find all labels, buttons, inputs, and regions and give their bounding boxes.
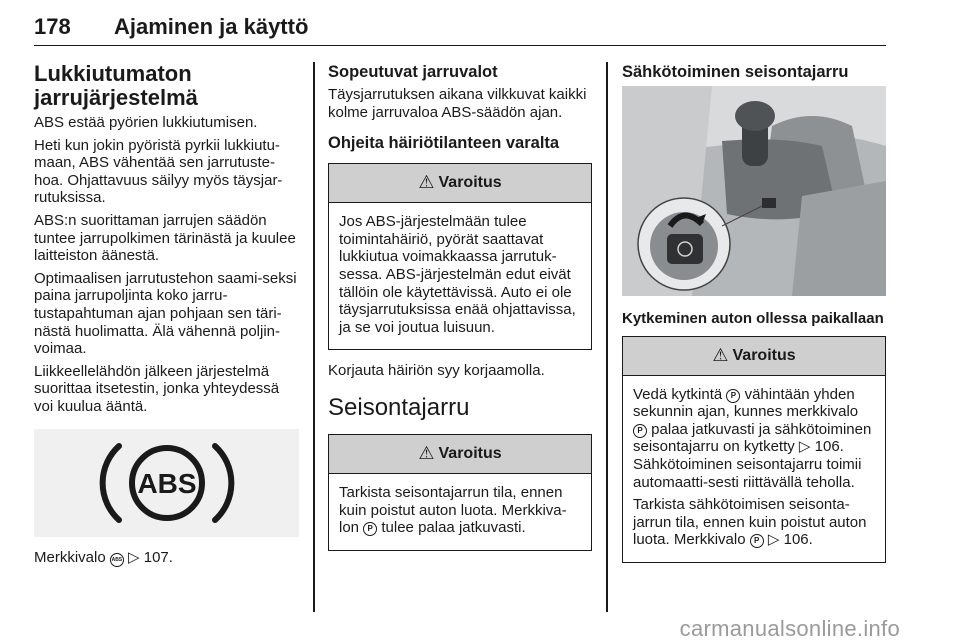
paragraph: Liikkeellelähdön jälkeen järjestelmä suorittaa itsetestin, jonka yhteydessä voi kuulua ääntä.	[34, 362, 280, 415]
paragraph: ABS estää pyörien lukkiutumisen.	[34, 114, 258, 131]
photo-caption: Kytkeminen auton ollessa paikallaan	[622, 310, 884, 327]
warning-box-electric-brake	[622, 336, 886, 563]
paragraph: Heti kun jokin pyöristä pyrkii lukkiutu-maan, ABS vähentää sen jarrutuste-hoa. Ohjattavuus säilyy myös täysjar-rutuksissa.	[34, 136, 283, 207]
warning-text-part: Tarkista sähkötoimisen seisonta-jarrun tila, ennen kuin poistut auton luota. Merkkivalo	[633, 496, 867, 549]
page-reference: 106.	[783, 531, 813, 549]
paragraph: ABS:n suorittaman jarrujen säädön tuntee jarrupolkimen tärinästä ja kuulee laitteiston äänestä.	[34, 211, 296, 265]
parking-brake-icon: P	[750, 534, 764, 548]
section-heading-abs: Lukkiutumaton jarrujärjestelmä	[34, 61, 198, 110]
warning-text-part: Sähkötoiminen seisontajarru toimii automaatti-sesti riittävällä teholla.	[633, 455, 862, 491]
warning-triangle-icon: ⚠	[418, 443, 435, 464]
page-header	[34, 6, 886, 46]
parking-brake-switch-photo	[622, 86, 886, 296]
parking-brake-icon: P	[633, 424, 647, 438]
warning-triangle-icon: ⚠	[418, 172, 435, 193]
warning-header	[329, 164, 591, 203]
warning-text-part: vähintään yhden sekunnin ajan, kunnes merkkivalo	[633, 385, 859, 421]
reference-arrow-icon: ▷	[128, 548, 140, 566]
paragraph: Täysjarrutuksen aikana vilkkuvat kaikki kolme jarruvaloa ABS-säädön ajan.	[328, 86, 587, 121]
abs-symbol-text: ABS	[136, 467, 197, 499]
section-heading-electric-parking-brake: Sähkötoiminen seisontajarru	[622, 63, 849, 81]
warning-title: Varoitus	[438, 174, 502, 192]
page-reference: 106.	[814, 438, 844, 456]
page-number: 178	[34, 14, 71, 39]
warning-title: Varoitus	[438, 445, 502, 463]
page-title: Ajaminen ja käyttö	[114, 14, 309, 39]
indicator-label: Merkkivalo	[34, 548, 106, 566]
reference-arrow-icon: ▷	[767, 531, 780, 549]
abs-warning-illustration	[34, 429, 299, 537]
warning-text: Jos ABS-järjestelmään tulee toimintahäiriö, pyörät saattavat lukkiutua voimakkaassa jarrutuk-sessa. ABS-järjestelmän edut eivät tällöin ole käytettävissä. Auto ei ole täysjarrutuksissa enää ohjattavissa, ja se voi joutua luisuun.	[339, 213, 576, 336]
warning-text	[633, 386, 875, 492]
warning-title: Varoitus	[732, 346, 796, 364]
section-heading-fault: Ohjeita häiriötilanteen varalta	[328, 134, 560, 153]
parking-brake-icon: P	[726, 389, 740, 403]
page-reference: 107.	[143, 548, 173, 566]
warning-triangle-icon: ⚠	[712, 344, 729, 365]
column-divider-1	[313, 62, 315, 612]
warning-box-parking-brake	[328, 434, 592, 551]
watermark: carmanualsonline.info	[679, 616, 900, 641]
paragraph: Korjauta häiriön syy korjaamolla.	[328, 362, 545, 380]
warning-text	[633, 496, 875, 549]
warning-text-part: Tarkista seisontajarrun tila, ennen kuin poistut auton luota. Merkkiva-lon	[339, 483, 567, 537]
warning-text	[339, 484, 581, 537]
column-brake-lights	[328, 62, 592, 563]
parking-brake-icon: P	[363, 522, 377, 536]
reference-arrow-icon: ▷	[798, 438, 811, 456]
indicator-reference	[34, 549, 299, 567]
warning-header	[623, 337, 885, 376]
warning-text-part: tulee palaa jatkuvasti.	[381, 519, 526, 537]
section-heading-parking-brake: Seisontajarru	[328, 393, 470, 421]
warning-box-abs	[328, 163, 592, 350]
column-divider-2	[606, 62, 608, 612]
paragraph: Optimaalisen jarrutustehon saami-seksi paina jarrupoljinta koko jarru-tustapahtuman ajan pohjaan sen täri-nästä huolimatta. Älä vähennä poljin-voimaa.	[34, 269, 297, 358]
column-electric-parking-brake	[622, 62, 886, 575]
warning-text-part: Vedä kytkintä	[633, 385, 723, 403]
warning-text-part: palaa jatkuvasti ja sähkötoiminen seisontajarru on kytketty	[633, 420, 872, 456]
warning-header	[329, 435, 591, 474]
abs-indicator-icon: ABS	[110, 553, 124, 567]
abs-warning-icon	[97, 438, 237, 528]
column-abs	[34, 62, 299, 572]
section-heading-adaptive-brake-lights: Sopeutuvat jarruvalot	[328, 63, 498, 81]
